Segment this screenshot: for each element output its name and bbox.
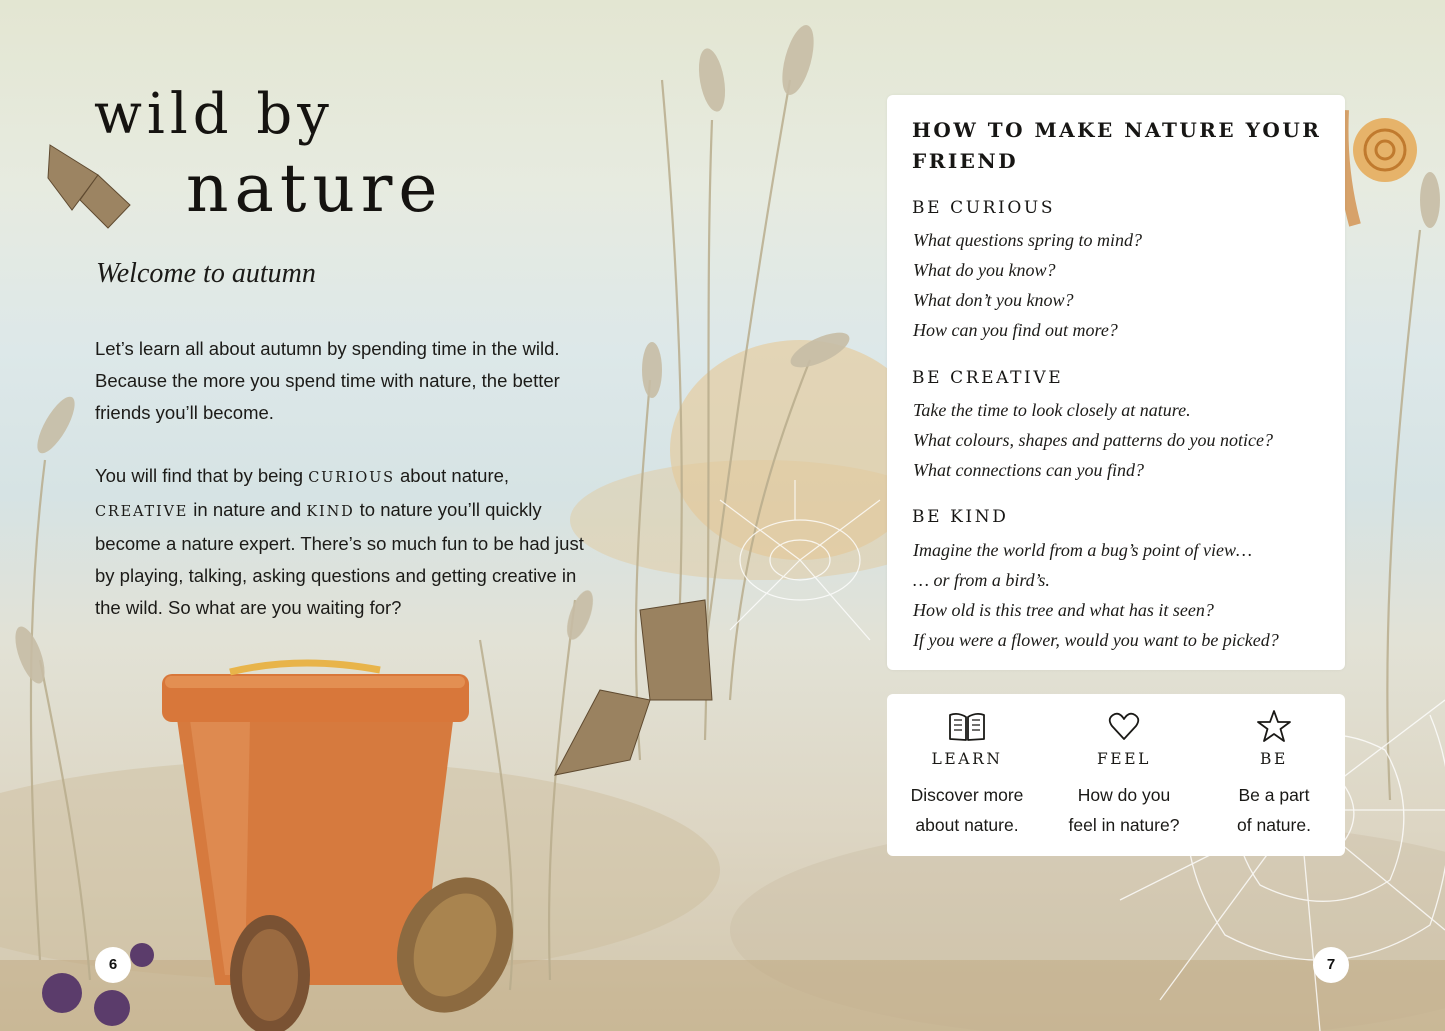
para2-text: in nature and (188, 499, 307, 520)
title-line-1: wild by (94, 82, 334, 147)
be-text (1199, 780, 1349, 840)
section-list-kind (913, 535, 1279, 655)
learn-column (892, 708, 1042, 840)
subtitle: Welcome to autumn (96, 258, 316, 289)
intro-paragraph-2 (95, 460, 600, 624)
section-line: What questions spring to mind? (913, 230, 1143, 250)
be-text-line-2: of nature. (1237, 815, 1311, 835)
section-line: How old is this tree and what has it seen? (913, 600, 1214, 620)
open-book-icon (947, 708, 987, 744)
section-line: Take the time to look closely at nature. (913, 400, 1191, 420)
star-icon (1256, 708, 1292, 744)
title-line-2: nature (186, 150, 444, 227)
learn-feel-be-box (887, 694, 1345, 856)
learn-text (892, 780, 1042, 840)
word-creative: CREATIVE (95, 504, 189, 520)
para2-text: about nature, (394, 465, 510, 486)
friend-box-title: HOW TO MAKE NATURE YOUR FRIEND (912, 118, 1322, 173)
feel-text-line-1: How do you (1077, 785, 1171, 805)
feel-text (1049, 780, 1199, 840)
feel-text-line-2: feel in nature? (1068, 815, 1180, 835)
section-line: Imagine the world from a bug’s point of view… (913, 540, 1252, 560)
section-list-creative (913, 395, 1273, 485)
learn-label: LEARN (931, 750, 1003, 768)
butterfly (48, 145, 130, 228)
section-line: What don’t you know? (913, 290, 1074, 310)
heart-icon (1108, 708, 1140, 744)
page-number-right: 7 (1313, 947, 1349, 983)
word-kind: KIND (306, 504, 355, 520)
snail (1343, 110, 1418, 225)
intro-paragraph-1: Let’s learn all about autumn by spending time in the wild. Because the more you spend time with nature, the better friends you’ll become. (95, 338, 560, 423)
be-label: BE (1260, 750, 1288, 768)
be-column (1199, 708, 1349, 840)
word-curious: CURIOUS (308, 470, 395, 486)
learn-text-line-1: Discover more (910, 785, 1024, 805)
be-text-line-1: Be a part (1238, 785, 1310, 805)
nature-friend-box (887, 95, 1345, 670)
section-line: How can you find out more? (913, 320, 1118, 340)
section-heading-kind: BE KIND (912, 507, 1009, 527)
section-heading-curious: BE CURIOUS (912, 198, 1056, 218)
section-line: What connections can you find? (913, 460, 1144, 480)
page-number-left: 6 (95, 947, 131, 983)
learn-text-line-2: about nature. (915, 815, 1019, 835)
section-line: If you were a flower, would you want to be picked? (913, 630, 1279, 650)
section-heading-creative: BE CREATIVE (912, 368, 1064, 388)
feel-label: FEEL (1096, 750, 1152, 768)
section-list-curious (913, 225, 1142, 345)
feel-column (1049, 708, 1199, 840)
section-line: What do you know? (913, 260, 1056, 280)
section-line: … or from a bird’s. (913, 570, 1050, 590)
para2-text: You will find that by being (95, 465, 309, 486)
para2-text: to nature you’ll quickly become a nature expert. There’s so much fun to be had just by playing, talking, asking questions and getting creative in the wild. So what are you waiting for? (95, 499, 584, 618)
section-line: What colours, shapes and patterns do you notice? (913, 430, 1273, 450)
